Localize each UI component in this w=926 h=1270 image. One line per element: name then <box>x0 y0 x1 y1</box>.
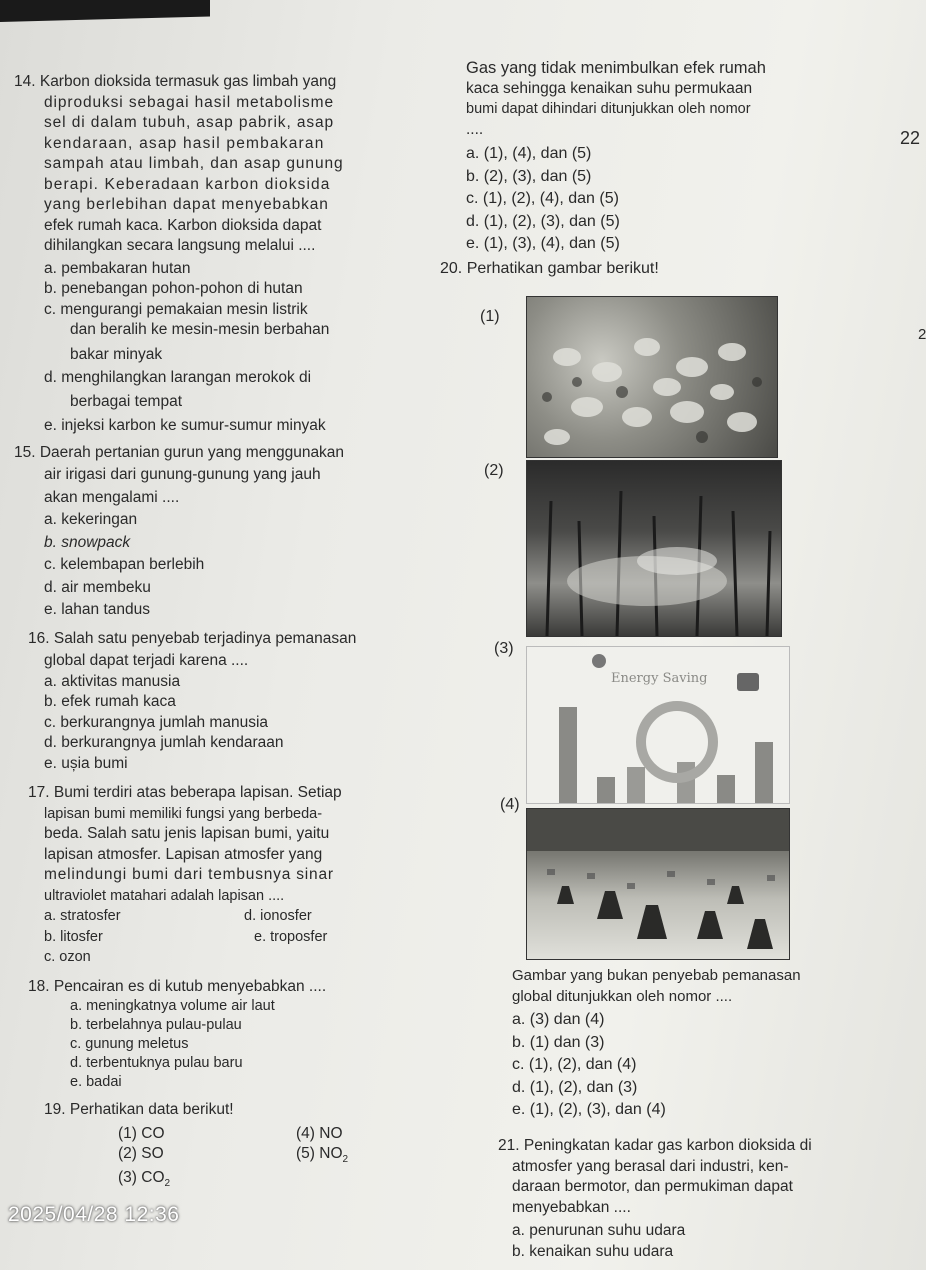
q16-line: 16. Salah satu penyebab terjadinya pemanasan <box>28 629 357 647</box>
q19-line: 19. Perhatikan data berikut! <box>44 1101 234 1118</box>
q15-option-c: c. kelembapan berlebih <box>44 556 205 573</box>
photo-3-energy-saving <box>526 646 790 804</box>
question-18 <box>14 977 454 1093</box>
photo-label-4: (4) <box>500 796 520 813</box>
q17-options-row <box>14 906 454 927</box>
top-edge-shadow <box>0 0 210 22</box>
q17-line: beda. Salah satu jenis lapisan bumi, yaitu <box>44 825 330 842</box>
q15-line: 15. Daerah pertanian gurun yang menggunakan <box>14 443 345 461</box>
q20-question <box>512 966 912 1121</box>
question-21 <box>498 1136 918 1262</box>
page-number: 22 <box>900 128 921 148</box>
photo-label-3: (3) <box>494 640 514 657</box>
q19-cont-line: bumi dapat dihindari ditunjukkan oleh nomor <box>466 101 751 117</box>
q15-option-a: a. kekeringan <box>44 511 138 528</box>
q20-option-c: c. (1), (2), dan (4) <box>512 1056 637 1073</box>
q14-line: berapi. Keberadaan karbon dioksida <box>44 175 331 193</box>
q14-line: sel di dalam tubuh, asap pabrik, asap <box>44 114 335 131</box>
q14-line: diproduksi sebagai hasil metabolisme <box>44 93 335 111</box>
q21-line: menyebabkan .... <box>512 1198 631 1216</box>
q19-item-5-text: (5) NO <box>296 1145 343 1162</box>
q19-item-4: (4) NO <box>296 1124 343 1142</box>
q19-cont-line: .... <box>466 120 484 138</box>
q19-items-row <box>14 1144 454 1171</box>
q19-item-5 <box>296 1144 348 1171</box>
q17-options-row <box>14 927 454 948</box>
q14-option-b: b. penebangan pohon-pohon di hutan <box>44 280 303 297</box>
q16-option-d: d. berkurangnya jumlah kendaraan <box>44 734 284 751</box>
question-15 <box>14 443 454 621</box>
q20-option-b: b. (1) dan (3) <box>512 1033 605 1051</box>
q17-options-row <box>14 947 454 968</box>
q14-option-c: c. mengurangi pemakaian mesin listrik <box>44 300 308 318</box>
q15-option-b: b. snowpack <box>44 533 131 551</box>
q18-option-a: a. meningkatnya volume air laut <box>70 998 275 1014</box>
q21-line: atmosfer yang berasal dari industri, ken- <box>512 1157 789 1175</box>
q14-line: dihilangkan secara langsung melalui .... <box>44 237 316 254</box>
photo-label-1: (1) <box>480 308 500 325</box>
energy-saving-text: Energy Saving <box>611 671 708 686</box>
q20-option-e: e. (1), (2), (3), dan (4) <box>512 1101 666 1118</box>
q18-option-b: b. terbelahnya pulau-pulau <box>70 1017 242 1033</box>
q19-items-row <box>14 1124 454 1145</box>
question-16 <box>14 629 454 775</box>
q21-option-a: a. penurunan suhu udara <box>512 1222 686 1239</box>
q15-option-d: d. air membeku <box>44 578 151 596</box>
q21-line: daraan bermotor, dan permukiman dapat <box>512 1178 793 1195</box>
q19-option-c: c. (1), (2), (4), dan (5) <box>466 190 619 207</box>
page-number-partial: 2 <box>918 326 926 343</box>
q20-line: 20. Perhatikan gambar berikut! <box>440 259 659 277</box>
left-column <box>14 72 454 1194</box>
q14-line: 14. Karbon dioksida termasuk gas limbah yang <box>14 73 337 90</box>
q18-line: 18. Pencairan es di kutub menyebabkan .... <box>28 977 327 995</box>
photo-timestamp: 2025/04/28 12:36 <box>8 1203 180 1226</box>
q16-line: global dapat terjadi karena .... <box>44 652 249 669</box>
q19-cont-line: kaca sehingga kenaikan suhu permukaan <box>466 79 753 97</box>
q15-line: akan mengalami .... <box>44 488 180 506</box>
forest-fire-illustration <box>527 461 781 636</box>
q19-items-row <box>14 1168 454 1195</box>
q19-item-3 <box>118 1168 170 1195</box>
q17-option-e: e. troposfer <box>254 928 328 945</box>
photo-1-livestock <box>526 296 778 458</box>
q14-line: yang berlebihan dapat menyebabkan <box>44 196 329 213</box>
q19-item-3-text: (3) CO <box>118 1168 165 1186</box>
q20-option-a: a. (3) dan (4) <box>512 1011 605 1028</box>
question-17 <box>14 783 454 968</box>
q19-item-3-sub: 2 <box>164 1177 171 1189</box>
q14-line: kendaraan, asap hasil pembakaran <box>44 134 325 152</box>
q17-option-c: c. ozon <box>44 949 91 965</box>
photo-2-forest-fire <box>526 460 782 637</box>
q16-option-e: e. ușia bumi <box>44 754 128 772</box>
q16-option-c: c. berkurangnya jumlah manusia <box>44 713 269 731</box>
q17-line: 17. Bumi terdiri atas beberapa lapisan. Setiap <box>28 784 342 801</box>
photo-4-deforestation <box>526 808 790 960</box>
question-14 <box>14 72 454 437</box>
q17-option-d: d. ionosfer <box>244 908 312 924</box>
q20-option-d: d. (1), (2), dan (3) <box>512 1078 638 1096</box>
q19-cont-line: Gas yang tidak menimbulkan efek rumah <box>466 59 766 77</box>
q14-option-d-cont: berbagai tempat <box>70 392 183 410</box>
q17-option-b: b. litosfer <box>44 928 103 945</box>
q18-option-e: e. badai <box>70 1074 122 1090</box>
question-19 <box>14 1100 454 1194</box>
q21-line: 21. Peningkatan kadar gas karbon dioksida di <box>498 1137 812 1154</box>
q14-option-a: a. pembakaran hutan <box>44 259 191 277</box>
q18-option-d: d. terbentuknya pulau baru <box>70 1055 243 1071</box>
q20-question-line: Gambar yang bukan penyebab pemanasan <box>512 967 801 984</box>
q14-option-c-cont: bakar minyak <box>70 345 163 363</box>
q14-option-d: d. menghilangkan larangan merokok di <box>44 369 312 386</box>
q14-option-c-cont: dan beralih ke mesin-mesin berbahan <box>70 321 330 338</box>
q21-option-b: b. kenaikan suhu udara <box>512 1242 674 1260</box>
q15-line: air irigasi dari gunung-gunung yang jauh <box>44 466 321 483</box>
q17-line: lapisan bumi memiliki fungsi yang berbeda- <box>44 805 323 822</box>
q17-line: ultraviolet matahari adalah lapisan .... <box>44 887 285 904</box>
q18-option-c: c. gunung meletus <box>70 1036 189 1052</box>
q17-option-a: a. stratosfer <box>44 908 121 924</box>
q14-option-e: e. injeksi karbon ke sumur-sumur minyak <box>44 417 326 434</box>
q19-item-2: (2) SO <box>118 1145 164 1162</box>
q17-line: lapisan atmosfer. Lapisan atmosfer yang <box>44 845 323 863</box>
q15-option-e: e. lahan tandus <box>44 601 151 618</box>
q19-item-5-sub: 2 <box>342 1154 349 1166</box>
livestock-illustration <box>527 297 777 457</box>
photo-label-2: (2) <box>484 462 504 479</box>
q19-option-b: b. (2), (3), dan (5) <box>466 167 592 185</box>
q17-line: melindungi bumi dari tembusnya sinar <box>44 866 334 883</box>
q19-option-d: d. (1), (2), (3), dan (5) <box>466 212 620 230</box>
tree-stumps-illustration <box>527 809 789 959</box>
right-column-top <box>440 58 906 279</box>
q20-question-line: global ditunjukkan oleh nomor .... <box>512 987 733 1005</box>
q19-option-a: a. (1), (4), dan (5) <box>466 145 592 162</box>
q19-option-e: e. (1), (3), (4), dan (5) <box>466 235 620 252</box>
q14-line: sampah atau limbah, dan asap gunung <box>44 155 344 172</box>
q16-option-b: b. efek rumah kaca <box>44 693 176 710</box>
q19-item-1: (1) CO <box>118 1124 165 1142</box>
q16-option-a: a. aktivitas manusia <box>44 672 181 690</box>
q14-line: efek rumah kaca. Karbon dioksida dapat <box>44 216 322 234</box>
